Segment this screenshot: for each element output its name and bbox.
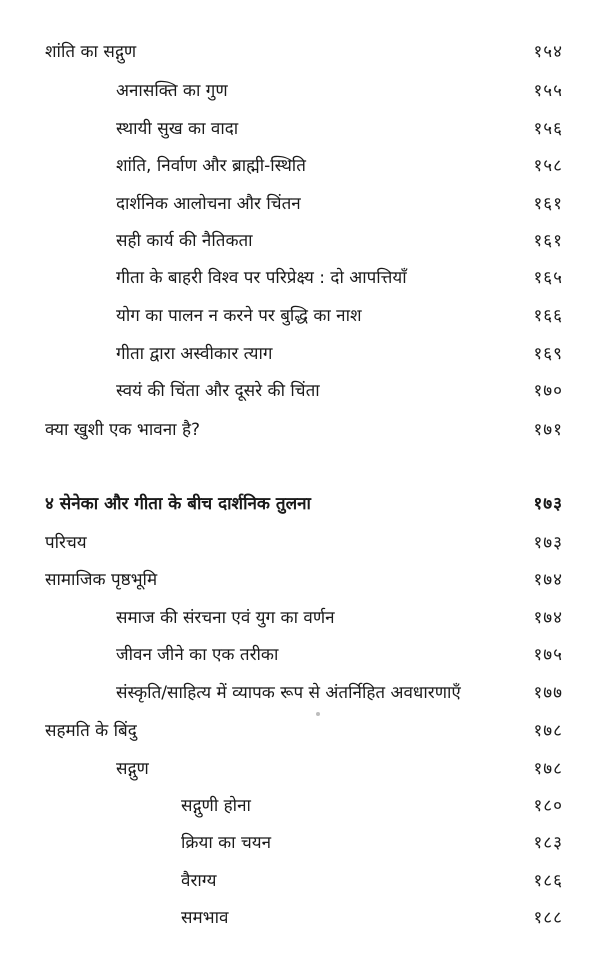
toc-entry-page: १८३ — [533, 833, 563, 853]
toc-entry-page: १७८ — [533, 721, 563, 741]
toc-entry-page: १८८ — [533, 908, 563, 928]
toc-entry-page: १५६ — [533, 119, 563, 139]
toc-entry — [0, 901, 600, 935]
toc-entry-title: जीवन जीने का एक तरीका — [116, 645, 279, 665]
toc-entry — [0, 676, 600, 710]
toc-entry-title: स्थायी सुख का वादा — [116, 119, 239, 139]
toc-entry-page: १८६ — [533, 871, 563, 891]
toc-entry — [0, 826, 600, 860]
toc-entry-page: १६६ — [533, 306, 563, 326]
toc-entry-page: १७४ — [533, 570, 563, 590]
toc-entry — [0, 187, 600, 221]
toc-entry-page: १८० — [533, 796, 563, 816]
toc-chapter-heading — [0, 487, 600, 521]
toc-entry — [0, 601, 600, 635]
toc-entry-page: १७७ — [533, 683, 563, 703]
toc-entry-title: संस्कृति/साहित्य में व्यापक रूप से अंतर्निहित अवधारणाएँ — [116, 683, 461, 703]
toc-entry-title: समाज की संरचना एवं युग का वर्णन — [116, 608, 335, 628]
toc-entry — [0, 864, 600, 898]
toc-entry — [0, 638, 600, 672]
toc-entry-page: १७५ — [533, 645, 563, 665]
toc-entry-title: शांति का सद्गुण — [45, 42, 137, 62]
paper-speck — [316, 712, 320, 716]
toc-entry-page: १७३ — [533, 533, 563, 553]
toc-entry-title: परिचय — [45, 533, 87, 553]
toc-entry — [0, 337, 600, 371]
toc-entry-page: १७४ — [533, 608, 563, 628]
toc-entry-page: १६९ — [533, 344, 563, 364]
toc-entry-page: १७० — [533, 381, 563, 401]
toc-entry-title: क्या खुशी एक भावना है? — [45, 420, 200, 440]
toc-entry-page: १७८ — [533, 759, 563, 779]
toc-entry — [0, 149, 600, 183]
toc-entry — [0, 752, 600, 786]
toc-entry — [0, 224, 600, 258]
toc-entry-title: अनासक्ति का गुण — [116, 81, 228, 101]
toc-entry-page: १७१ — [533, 420, 563, 440]
toc-entry-page: १५८ — [533, 156, 563, 176]
toc-entry-title: वैराग्य — [181, 871, 217, 891]
toc-entry — [0, 413, 600, 447]
toc-entry — [0, 374, 600, 408]
toc-entry-title: सही कार्य की नैतिकता — [116, 231, 253, 251]
toc-entry — [0, 714, 600, 748]
toc-entry-title: शांति, निर्वाण और ब्राह्मी-स्थिति — [116, 156, 306, 176]
toc-entry-page: १५५ — [533, 81, 563, 101]
toc-entry-title: स्वयं की चिंता और दूसरे की चिंता — [116, 381, 320, 401]
toc-entry-page: १६१ — [533, 194, 563, 214]
toc-entry — [0, 526, 600, 560]
toc-entry-title: योग का पालन न करने पर बुद्धि का नाश — [116, 306, 362, 326]
toc-entry — [0, 35, 600, 69]
toc-entry — [0, 74, 600, 108]
toc-chapter-page: १७३ — [533, 494, 563, 514]
toc-entry — [0, 261, 600, 295]
toc-entry-title: समभाव — [181, 908, 229, 928]
toc-entry-page: १६१ — [533, 231, 563, 251]
toc-entry — [0, 789, 600, 823]
toc-entry-title: दार्शनिक आलोचना और चिंतन — [116, 194, 301, 214]
toc-entry-title: गीता द्वारा अस्वीकार त्याग — [116, 344, 273, 364]
toc-entry — [0, 563, 600, 597]
toc-entry-title: सहमति के बिंदु — [45, 721, 137, 741]
toc-entry-title: सामाजिक पृष्ठभूमि — [45, 570, 158, 590]
toc-entry-page: १६५ — [533, 268, 563, 288]
toc-entry — [0, 112, 600, 146]
toc-entry — [0, 299, 600, 333]
toc-entry-title: सद्गुण — [116, 759, 149, 779]
toc-entry-page: १५४ — [533, 42, 563, 62]
toc-entry-title: क्रिया का चयन — [181, 833, 272, 853]
toc-entry-title: गीता के बाहरी विश्व पर परिप्रेक्ष्य : दो आपत्तियाँ — [116, 268, 407, 288]
toc-entry-title: सद्गुणी होना — [181, 796, 251, 816]
toc-chapter-title: ४ सेनेका और गीता के बीच दार्शनिक तुलना — [45, 494, 311, 514]
